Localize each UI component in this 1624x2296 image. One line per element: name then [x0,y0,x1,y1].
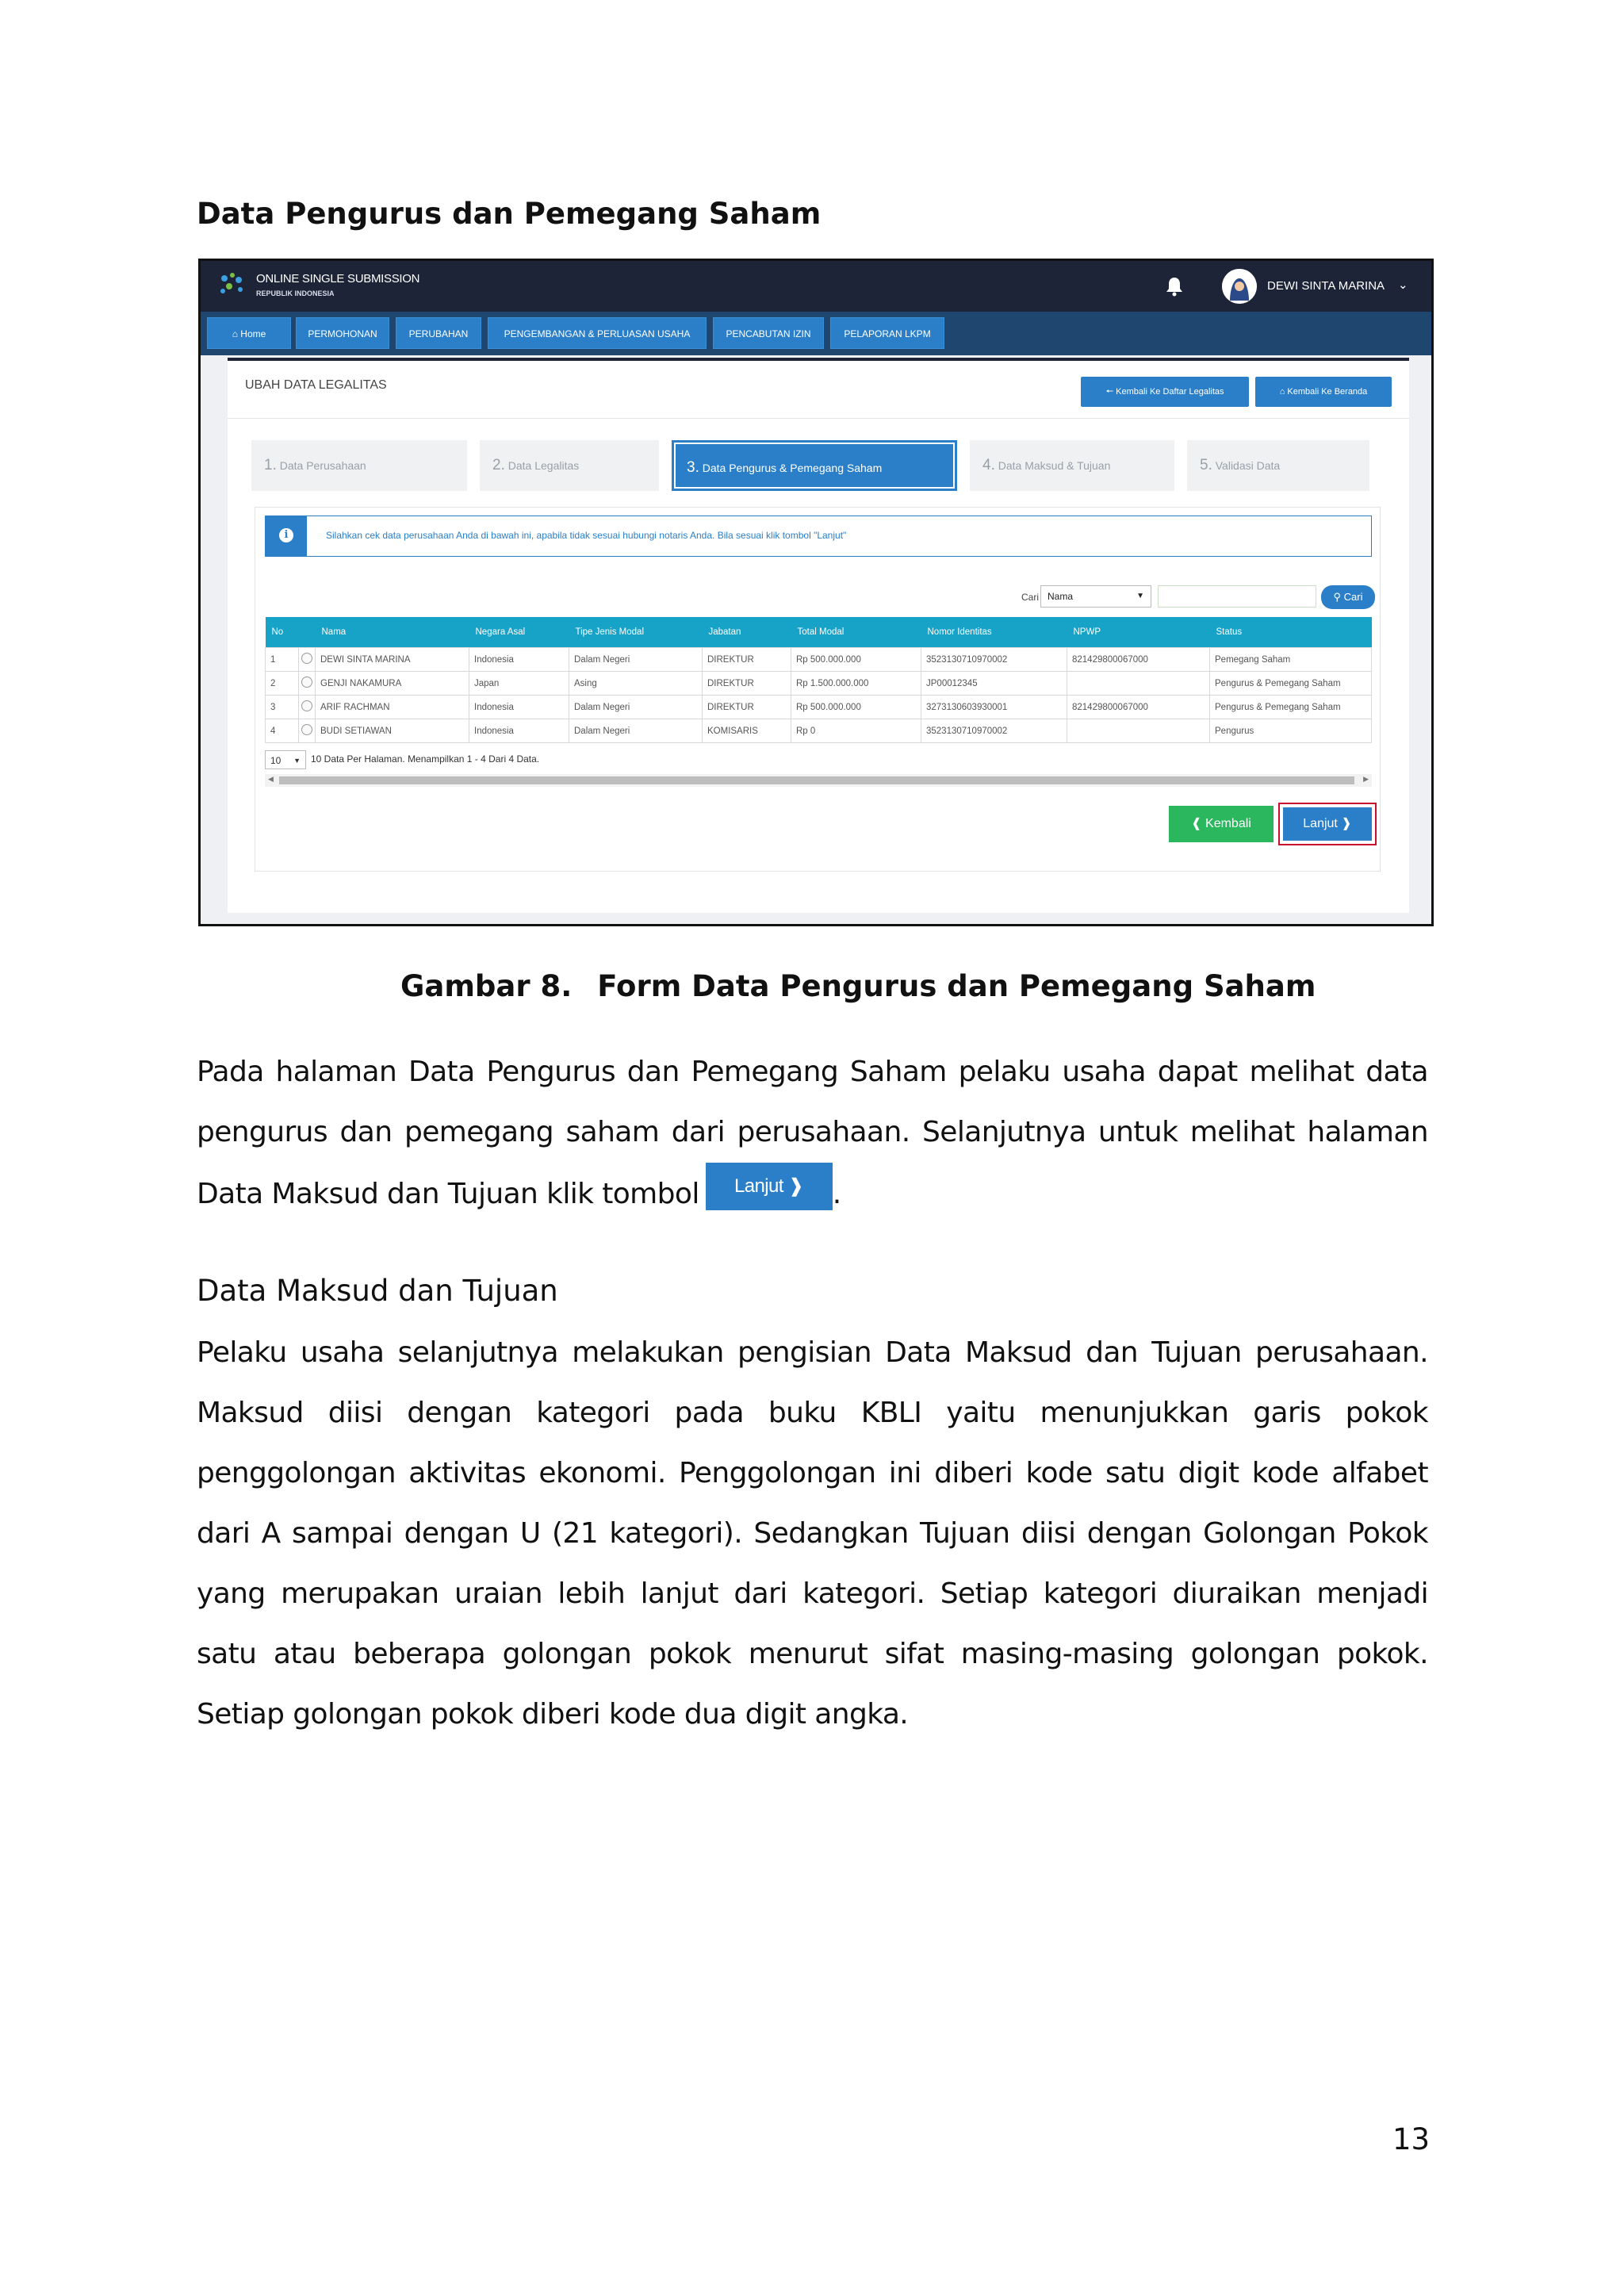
paragraph-1-end: . [832,1178,841,1210]
step-3[interactable] [672,440,957,491]
cell-nama: ARIF RACHMAN [316,696,469,719]
page-size-select[interactable] [265,750,306,769]
app-title: ONLINE SINGLE SUBMISSION [256,272,420,286]
caret-down-icon: ▼ [1136,592,1144,600]
cell-status: Pemegang Saham [1210,648,1372,672]
table-row[interactable] [266,696,1372,719]
cell-nomor-identitas: 3523130710970002 [921,648,1067,672]
oss-logo-icon [216,270,250,299]
back-to-home-label: Kembali Ke Beranda [1287,387,1368,397]
step-1-number: 1. [264,457,277,473]
paragraph-1-text: Pada halaman Data Pengurus dan Pemegang Saham pelaku usaha dapat melihat data pengurus dan pemegang saham dari perusahaan. Selanjutnya untuk melihat halaman Data Maksud dan Tujuan klik tombol [197,1056,1428,1210]
divider [228,418,1409,419]
col-nomor-identitas: Nomor Identitas [921,617,1067,648]
search-input[interactable] [1158,585,1316,608]
table-header-row [266,617,1372,648]
scroll-right-icon[interactable]: ▶ [1363,775,1369,783]
pager-text: 10 Data Per Halaman. Menampilkan 1 - 4 Dari 4 Data. [311,753,540,765]
cell-total-modal: Rp 500.000.000 [791,696,921,719]
user-avatar[interactable] [1222,269,1257,304]
step-5-number: 5. [1200,457,1212,473]
alert-text: Silahkan cek data perusahaan Anda di bawah ini, apabila tidak sesuai hubungi notaris Anda. Bila sesuai klik tombol "Lanjut" [326,530,847,541]
nav-home[interactable]: ⌂ Home [207,317,291,349]
step-3-label: Data Pengurus & Pemegang Saham [702,462,883,474]
cell-nama: GENJI NAKAMURA [316,672,469,696]
cell-jabatan: DIREKTUR [703,696,791,719]
cell-nomor-identitas: 3273130603930001 [921,696,1067,719]
step-4[interactable] [970,440,1174,491]
nav-perubahan[interactable]: PERUBAHAN [396,317,481,349]
page-number: 13 [1392,2122,1431,2156]
cell-total-modal: Rp 500.000.000 [791,648,921,672]
cell-no: 1 [266,648,299,672]
kembali-button[interactable]: ❰ Kembali [1169,806,1274,842]
col-negara: Negara Asal [469,617,569,648]
step-4-number: 4. [982,457,995,473]
step-2[interactable] [480,440,659,491]
scrollbar-thumb[interactable] [279,776,1354,784]
user-name[interactable]: DEWI SINTA MARINA [1267,279,1385,293]
search-field-value: Nama [1048,591,1074,602]
scroll-left-icon[interactable]: ◀ [268,775,274,783]
caret-down-icon: ▼ [293,757,301,765]
info-icon: i [266,516,307,556]
cell-negara: Indonesia [469,696,569,719]
user-avatar-icon [1222,269,1257,304]
cell-npwp: 821429800067000 [1067,648,1210,672]
cell-npwp [1067,719,1210,743]
paragraph-2: Pelaku usaha selanjutnya melakukan pengisian Data Maksud dan Tujuan perusahaan. Maksud diisi dengan kategori pada buku KBLI yaitu menunjukkan garis pokok penggolongan aktivitas ekonomi. Penggolongan ini diberi kode satu digit kode alfabet dari A sampai dengan U (21 kategori). Sedangkan Tujuan diisi dengan Golongan Pokok yang merupakan uraian lebih lanjut dari kategori. Setiap kategori diuraikan menjadi satu atau beberapa golongan pokok menurut sifat masing-masing golongan pokok. Setiap golongan pokok diberi kode dua digit angka. [197,1336,1428,1731]
step-2-label: Data Legalitas [508,459,580,472]
paragraph-1 [197,1042,1428,1225]
cell-tipe-modal: Dalam Negeri [569,696,703,719]
nav-pelaporan[interactable]: PELAPORAN LKPM [830,317,944,349]
inline-lanjut-button: Lanjut ❱ [706,1163,833,1210]
nav-pencabutan[interactable]: PENCABUTAN IZIN [713,317,824,349]
step-5-label: Validasi Data [1215,459,1281,472]
cell-jabatan: DIREKTUR [703,648,791,672]
panel-title: UBAH DATA LEGALITAS [245,378,387,392]
lanjut-label: Lanjut [1303,817,1338,830]
cell-tipe-modal: Dalam Negeri [569,719,703,743]
cell-tipe-modal: Dalam Negeri [569,648,703,672]
step-1-label: Data Perusahaan [279,459,366,472]
row-radio[interactable] [299,648,316,672]
cell-nama: DEWI SINTA MARINA [316,648,469,672]
app-subtitle: REPUBLIK INDONESIA [256,289,335,297]
subheading: Data Maksud dan Tujuan [197,1274,558,1308]
cell-npwp: 821429800067000 [1067,696,1210,719]
nav-permohonan[interactable]: PERMOHONAN [296,317,389,349]
cell-jabatan: KOMISARIS [703,719,791,743]
cell-no: 4 [266,719,299,743]
back-to-list-button[interactable]: 🠔 Kembali Ke Daftar Legalitas [1081,377,1249,407]
legalitas-panel [228,358,1409,913]
row-radio[interactable] [299,696,316,719]
pengurus-content [255,507,1381,872]
main-nav [201,312,1431,355]
cell-nomor-identitas: JP00012345 [921,672,1067,696]
search-field-select[interactable] [1040,585,1151,608]
step-1[interactable] [251,440,467,491]
page-size-value: 10 [270,755,282,766]
cell-nama: BUDI SETIAWAN [316,719,469,743]
figure-caption [400,969,1316,1003]
back-to-list-label: Kembali Ke Daftar Legalitas [1116,387,1224,397]
section-title: Data Pengurus dan Pemegang Saham [197,197,822,231]
back-to-home-button[interactable]: ⌂ Kembali Ke Beranda [1255,377,1392,407]
kembali-label: Kembali [1205,817,1251,830]
pengurus-table [265,617,1372,743]
caption-label: Gambar 8. [400,969,573,1003]
app-topbar [201,261,1431,312]
step-4-label: Data Maksud & Tujuan [998,459,1111,472]
col-jabatan: Jabatan [703,617,791,648]
nav-home-label: Home [240,328,266,339]
cell-total-modal: Rp 0 [791,719,921,743]
horizontal-scrollbar[interactable] [265,774,1372,787]
col-npwp: NPWP [1067,617,1210,648]
step-2-number: 2. [492,457,505,473]
col-status: Status [1210,617,1372,648]
cell-npwp [1067,672,1210,696]
row-radio[interactable] [299,719,316,743]
caption-text: Form Data Pengurus dan Pemegang Saham [597,969,1316,1003]
cell-nomor-identitas: 3523130710970002 [921,719,1067,743]
cell-negara: Japan [469,672,569,696]
cell-negara: Indonesia [469,648,569,672]
table-row[interactable] [266,719,1372,743]
step-5[interactable] [1187,440,1369,491]
table-row[interactable] [266,648,1372,672]
search-button-label: Cari [1343,591,1363,603]
col-total-modal: Total Modal [791,617,921,648]
lanjut-button[interactable]: Lanjut ❱ [1283,807,1372,841]
notification-bell-icon[interactable] [1164,275,1185,297]
table-row[interactable] [266,672,1372,696]
chevron-down-icon[interactable]: ⌄ [1398,278,1408,292]
col-no: No [266,617,299,648]
step-3-number: 3. [687,459,699,476]
inline-lanjut-label: Lanjut [734,1175,783,1197]
cell-status: Pengurus & Pemegang Saham [1210,696,1372,719]
pagination-info [265,750,539,769]
search-button[interactable]: ⚲ Cari [1321,585,1375,609]
cell-status: Pengurus & Pemegang Saham [1210,672,1372,696]
lanjut-button-highlighted[interactable] [1278,803,1377,845]
cell-status: Pengurus [1210,719,1372,743]
screenshot-figure [198,259,1434,926]
info-alert [265,516,1372,557]
col-nama: Nama [316,617,469,648]
cell-jabatan: DIREKTUR [703,672,791,696]
col-select [299,617,316,648]
cell-no: 2 [266,672,299,696]
cell-no: 3 [266,696,299,719]
row-radio[interactable] [299,672,316,696]
cell-negara: Indonesia [469,719,569,743]
col-tipe-modal: Tipe Jenis Modal [569,617,703,648]
search-label: Cari [1021,592,1040,603]
cell-tipe-modal: Asing [569,672,703,696]
cell-total-modal: Rp 1.500.000.000 [791,672,921,696]
nav-pengembangan[interactable]: PENGEMBANGAN & PERLUASAN USAHA [488,317,707,349]
